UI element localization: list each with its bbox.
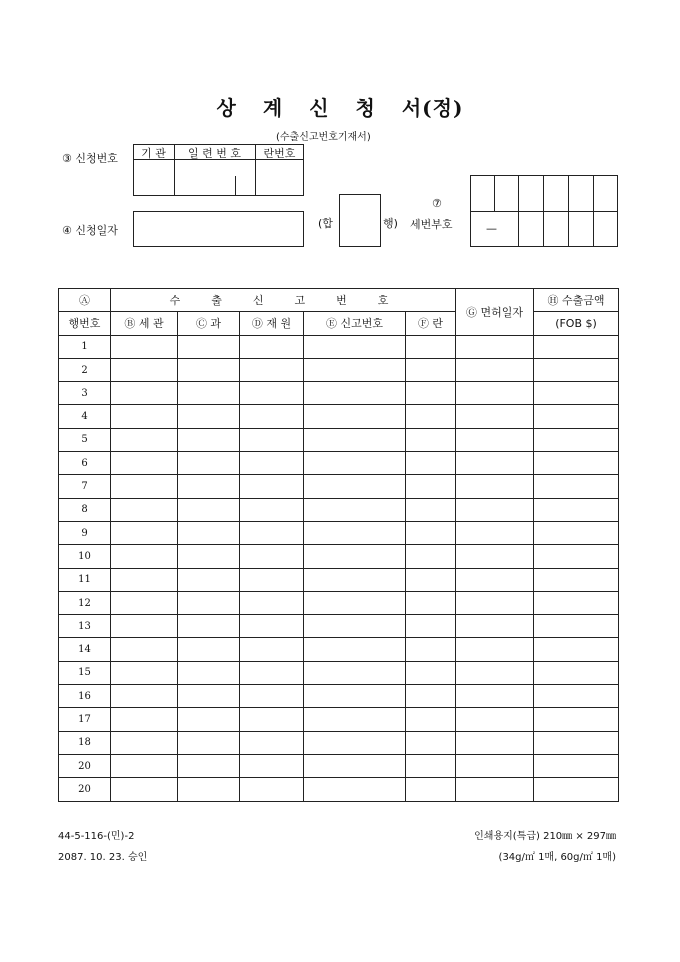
table-cell[interactable] <box>178 591 240 614</box>
table-row <box>59 521 619 544</box>
table-cell[interactable] <box>304 521 406 544</box>
table-row <box>59 638 619 661</box>
col-line-number: 란번호 <box>263 147 296 160</box>
table-row <box>59 452 619 475</box>
export-declaration-table <box>58 288 619 802</box>
table-row <box>59 335 619 358</box>
table-cell[interactable] <box>406 405 456 428</box>
table-cell[interactable] <box>456 638 534 661</box>
table-cell[interactable] <box>534 475 619 498</box>
table-cell[interactable] <box>534 685 619 708</box>
table-cell[interactable] <box>240 452 304 475</box>
table-cell[interactable] <box>456 452 534 475</box>
table-cell[interactable] <box>240 405 304 428</box>
table-cell[interactable] <box>406 382 456 405</box>
table-cell[interactable] <box>406 778 456 801</box>
table-cell[interactable] <box>178 708 240 731</box>
table-cell[interactable] <box>240 754 304 777</box>
table-cell[interactable] <box>456 358 534 381</box>
table-cell[interactable] <box>240 568 304 591</box>
title-char: 청 <box>355 96 376 120</box>
table-cell[interactable] <box>534 638 619 661</box>
table-row <box>59 405 619 428</box>
table-cell[interactable] <box>406 335 456 358</box>
table-cell[interactable] <box>456 545 534 568</box>
total-close-label: 행) <box>383 217 398 230</box>
table-cell[interactable] <box>111 358 178 381</box>
table-cell[interactable] <box>304 452 406 475</box>
table-cell[interactable] <box>406 358 456 381</box>
approval-date: 2087. 10. 23. 승인 <box>58 852 148 863</box>
table-cell[interactable] <box>304 382 406 405</box>
table-cell[interactable] <box>406 545 456 568</box>
col-serial: 일 련 번 호 <box>188 147 241 160</box>
table-cell[interactable] <box>304 498 406 521</box>
line-header: Ⓕ 란 <box>406 312 456 335</box>
table-cell[interactable] <box>534 754 619 777</box>
table-row <box>59 498 619 521</box>
table-cell[interactable] <box>240 475 304 498</box>
table-cell[interactable] <box>111 591 178 614</box>
table-cell[interactable] <box>456 661 534 684</box>
source-header: Ⓓ 재 원 <box>240 312 304 335</box>
table-cell[interactable] <box>406 475 456 498</box>
table-cell[interactable] <box>406 591 456 614</box>
table-cell[interactable] <box>304 545 406 568</box>
table-cell[interactable] <box>406 498 456 521</box>
table-cell[interactable] <box>178 661 240 684</box>
row-number: 9 <box>59 521 111 544</box>
total-open-label: (합 <box>318 217 333 230</box>
table-row <box>59 615 619 638</box>
title-char: 서(정) <box>401 96 464 120</box>
table-cell[interactable] <box>406 568 456 591</box>
table-cell[interactable] <box>240 638 304 661</box>
table-cell[interactable] <box>534 731 619 754</box>
application-number-label: ③ 신청번호 <box>62 152 118 165</box>
table-row <box>59 475 619 498</box>
table-cell[interactable] <box>240 498 304 521</box>
table-cell[interactable] <box>240 731 304 754</box>
table-cell[interactable] <box>240 335 304 358</box>
table-row <box>59 428 619 451</box>
table-cell[interactable] <box>178 545 240 568</box>
table-row <box>59 545 619 568</box>
table-cell[interactable] <box>111 708 178 731</box>
table-cell[interactable] <box>456 382 534 405</box>
application-date-field[interactable] <box>133 211 304 247</box>
table-cell[interactable] <box>304 638 406 661</box>
table-cell[interactable] <box>406 638 456 661</box>
row-number: 16 <box>59 685 111 708</box>
table-cell[interactable] <box>534 498 619 521</box>
table-cell[interactable] <box>534 382 619 405</box>
table-cell[interactable] <box>534 428 619 451</box>
table-cell[interactable] <box>111 778 178 801</box>
table-cell[interactable] <box>456 568 534 591</box>
application-date-label: ④ 신청일자 <box>62 224 118 237</box>
table-cell[interactable] <box>240 591 304 614</box>
row-number: 20 <box>59 754 111 777</box>
table-cell[interactable] <box>304 778 406 801</box>
tariff-code-marker: ⑦ <box>432 197 442 210</box>
table-cell[interactable] <box>406 731 456 754</box>
table-cell[interactable] <box>304 685 406 708</box>
table-row <box>59 778 619 801</box>
table-row <box>59 661 619 684</box>
table-cell[interactable] <box>111 475 178 498</box>
tariff-code-label: 세번부호 <box>410 218 453 231</box>
table-cell[interactable] <box>304 428 406 451</box>
table-cell[interactable] <box>406 615 456 638</box>
table-cell[interactable] <box>178 405 240 428</box>
paper-spec: 인쇄용지(특급) 210㎜ × 297㎜ <box>474 831 616 842</box>
table-cell[interactable] <box>178 521 240 544</box>
table-cell[interactable] <box>304 568 406 591</box>
table-cell[interactable] <box>304 731 406 754</box>
table-cell[interactable] <box>456 615 534 638</box>
table-cell[interactable] <box>456 521 534 544</box>
table-cell[interactable] <box>111 521 178 544</box>
table-row <box>59 754 619 777</box>
table-cell[interactable] <box>534 778 619 801</box>
table-cell[interactable] <box>111 754 178 777</box>
table-cell[interactable] <box>240 778 304 801</box>
table-cell[interactable] <box>111 405 178 428</box>
row-number-marker: Ⓐ <box>59 289 111 312</box>
row-number: 6 <box>59 452 111 475</box>
table-cell[interactable] <box>534 615 619 638</box>
table-cell[interactable] <box>304 615 406 638</box>
table-cell[interactable] <box>304 405 406 428</box>
table-cell[interactable] <box>456 754 534 777</box>
license-date-header: Ⓖ 면허일자 <box>456 289 534 336</box>
table-cell[interactable] <box>406 754 456 777</box>
table-cell[interactable] <box>304 358 406 381</box>
table-cell[interactable] <box>178 638 240 661</box>
table-cell[interactable] <box>456 708 534 731</box>
table-cell[interactable] <box>534 335 619 358</box>
table-cell[interactable] <box>406 661 456 684</box>
table-cell[interactable] <box>178 778 240 801</box>
table-cell[interactable] <box>178 382 240 405</box>
subtitle: (수출신고번호기재서) <box>276 132 371 143</box>
table-cell[interactable] <box>456 498 534 521</box>
table-cell[interactable] <box>178 568 240 591</box>
table-cell[interactable] <box>111 452 178 475</box>
table-cell[interactable] <box>240 428 304 451</box>
table-cell[interactable] <box>178 498 240 521</box>
table-cell[interactable] <box>456 475 534 498</box>
table-cell[interactable] <box>240 685 304 708</box>
table-cell[interactable] <box>178 685 240 708</box>
table-cell[interactable] <box>406 685 456 708</box>
row-number: 1 <box>59 335 111 358</box>
row-number: 10 <box>59 545 111 568</box>
table-cell[interactable] <box>406 708 456 731</box>
row-number: 11 <box>59 568 111 591</box>
table-cell[interactable] <box>178 452 240 475</box>
form-code: 44-5-116-(민)-2 <box>58 831 135 842</box>
table-cell[interactable] <box>534 358 619 381</box>
table-cell[interactable] <box>240 615 304 638</box>
row-number: 7 <box>59 475 111 498</box>
row-number: 8 <box>59 498 111 521</box>
table-cell[interactable] <box>111 638 178 661</box>
table-cell[interactable] <box>178 731 240 754</box>
customs-header: Ⓑ 세 관 <box>111 312 178 335</box>
table-cell[interactable] <box>534 452 619 475</box>
paper-weight: (34g/㎡ 1매, 60g/㎡ 1매) <box>498 852 616 863</box>
table-cell[interactable] <box>178 615 240 638</box>
table-cell[interactable] <box>534 591 619 614</box>
row-number: 14 <box>59 638 111 661</box>
table-cell[interactable] <box>111 661 178 684</box>
title-char: 신 <box>309 96 330 120</box>
table-cell[interactable] <box>534 568 619 591</box>
table-row <box>59 568 619 591</box>
fob-header: (FOB $) <box>534 312 619 335</box>
row-number: 20 <box>59 778 111 801</box>
row-number: 18 <box>59 731 111 754</box>
title-char: 계 <box>262 96 284 120</box>
table-cell[interactable] <box>304 591 406 614</box>
table-cell[interactable] <box>178 428 240 451</box>
table-cell[interactable] <box>178 475 240 498</box>
table-cell[interactable] <box>111 545 178 568</box>
table-cell[interactable] <box>534 661 619 684</box>
table-cell[interactable] <box>304 754 406 777</box>
row-number: 12 <box>59 591 111 614</box>
row-number: 2 <box>59 358 111 381</box>
row-number-header: 행번호 <box>59 312 111 335</box>
table-cell[interactable] <box>111 498 178 521</box>
table-row <box>59 731 619 754</box>
table-cell[interactable] <box>240 358 304 381</box>
table-cell[interactable] <box>240 708 304 731</box>
row-number: 15 <box>59 661 111 684</box>
table-cell[interactable] <box>406 428 456 451</box>
total-rows-field[interactable] <box>339 194 381 247</box>
table-cell[interactable] <box>406 452 456 475</box>
table-cell[interactable] <box>240 545 304 568</box>
table-cell[interactable] <box>111 428 178 451</box>
table-cell[interactable] <box>304 661 406 684</box>
table-cell[interactable] <box>406 521 456 544</box>
table-cell[interactable] <box>304 708 406 731</box>
table-cell[interactable] <box>240 521 304 544</box>
row-number: 17 <box>59 708 111 731</box>
table-cell[interactable] <box>111 335 178 358</box>
row-number: 3 <box>59 382 111 405</box>
row-number: 13 <box>59 615 111 638</box>
table-row <box>59 591 619 614</box>
table-cell[interactable] <box>456 778 534 801</box>
table-cell[interactable] <box>178 335 240 358</box>
declaration-number-header: Ⓔ 신고번호 <box>304 312 406 335</box>
col-agency: 기 관 <box>141 147 166 160</box>
table-cell[interactable] <box>456 731 534 754</box>
table-row <box>59 358 619 381</box>
table-cell[interactable] <box>534 545 619 568</box>
row-number: 5 <box>59 428 111 451</box>
table-cell[interactable] <box>111 615 178 638</box>
table-cell[interactable] <box>456 428 534 451</box>
export-amount-header: Ⓗ 수출금액 <box>534 289 619 312</box>
table-cell[interactable] <box>456 591 534 614</box>
table-cell[interactable] <box>304 475 406 498</box>
table-cell[interactable] <box>111 382 178 405</box>
table-cell[interactable] <box>111 731 178 754</box>
table-cell[interactable] <box>534 708 619 731</box>
title-char: 상 <box>216 96 237 120</box>
table-row <box>59 685 619 708</box>
table-cell[interactable] <box>178 358 240 381</box>
table-cell[interactable] <box>456 405 534 428</box>
export-declaration-number-header: 수 출 신 고 번 호 <box>111 289 456 312</box>
page-title <box>0 92 680 121</box>
table-cell[interactable] <box>304 335 406 358</box>
table-cell[interactable] <box>178 754 240 777</box>
table-row <box>59 382 619 405</box>
table-cell[interactable] <box>534 521 619 544</box>
table-cell[interactable] <box>111 568 178 591</box>
table-cell[interactable] <box>534 405 619 428</box>
table-cell[interactable] <box>111 685 178 708</box>
table-cell[interactable] <box>240 382 304 405</box>
table-row <box>59 708 619 731</box>
tariff-code-dash: — <box>486 222 497 235</box>
table-cell[interactable] <box>456 685 534 708</box>
table-cell[interactable] <box>240 661 304 684</box>
row-number: 4 <box>59 405 111 428</box>
table-cell[interactable] <box>456 335 534 358</box>
division-header: Ⓒ 과 <box>178 312 240 335</box>
